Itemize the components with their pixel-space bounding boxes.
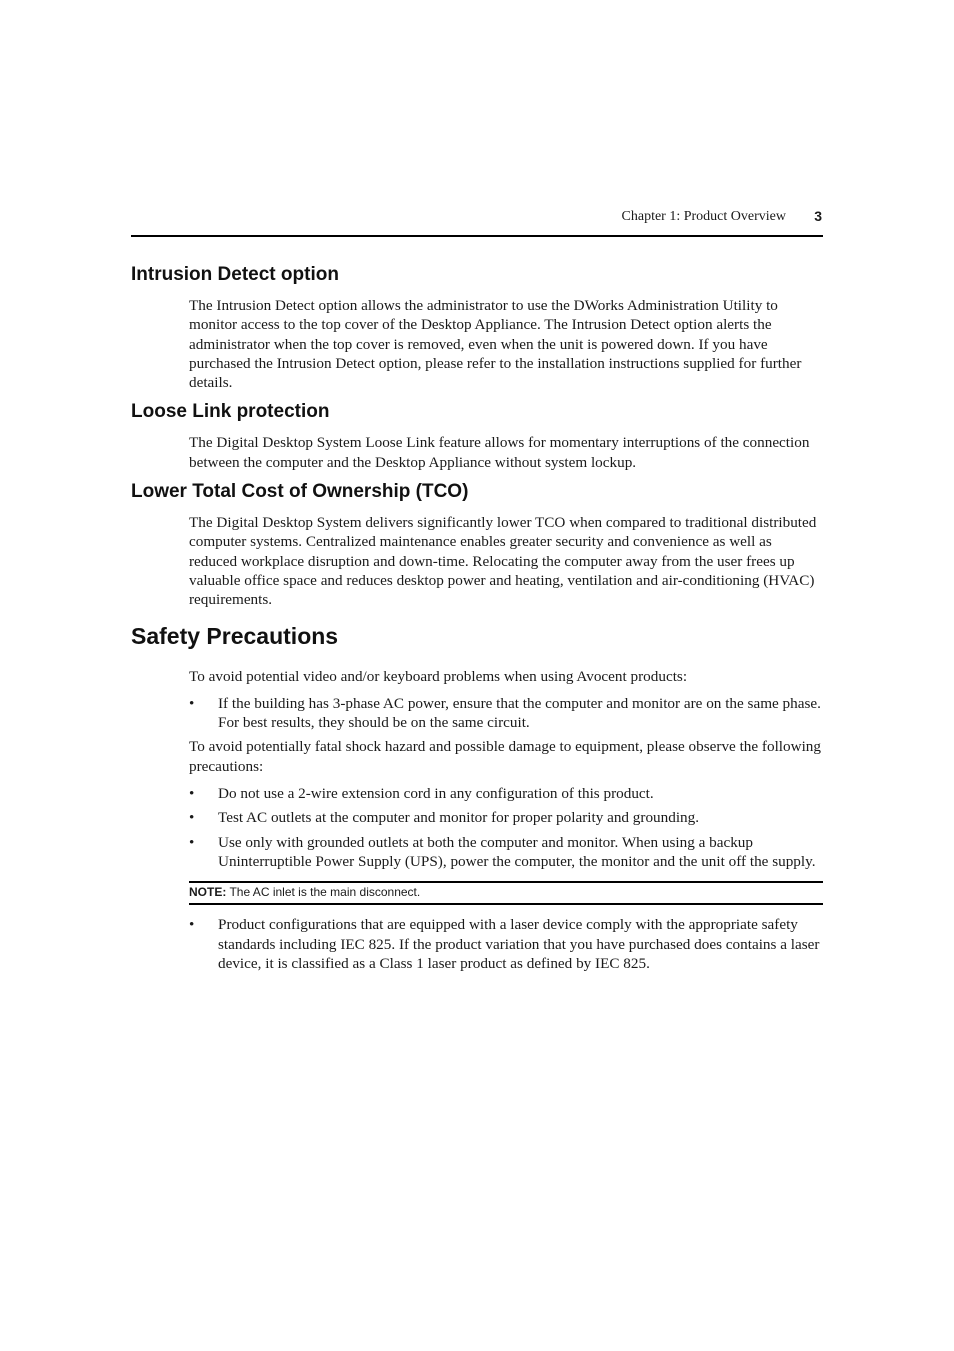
note-text: The AC inlet is the main disconnect. xyxy=(226,885,421,900)
running-header-chapter: Chapter 1: Product Overview xyxy=(621,209,786,224)
note-label: NOTE: xyxy=(189,885,227,900)
bullet-icon: • xyxy=(189,809,195,827)
note-box xyxy=(189,881,823,905)
page-header xyxy=(131,207,823,237)
page-number: 3 xyxy=(814,208,822,224)
list-item xyxy=(189,808,823,827)
bullet-icon: • xyxy=(189,694,195,712)
page-content xyxy=(131,263,823,978)
safety-intro-shock: To avoid potentially fatal shock hazard and possible damage to equipment, please observe the following precautions: xyxy=(189,738,821,775)
list-item-text: Product configurations that are equipped with a laser device comply with the appropriate safety standards including IEC 825. If the product variation that you have purchased does contains a laser device, it is classified as a Class 1 laser product as defined by IEC 825. xyxy=(218,916,820,972)
list-item-text: Test AC outlets at the computer and monitor for proper polarity and grounding. xyxy=(218,809,700,827)
bullet-icon: • xyxy=(189,916,195,934)
list-item xyxy=(189,833,823,872)
section-heading-intrusion-detect: Intrusion Detect option xyxy=(131,264,339,285)
list-item-text: If the building has 3-phase AC power, ensure that the computer and monitor are on the same phase. For best results, they should be on the same circuit. xyxy=(218,694,821,732)
bullet-icon: • xyxy=(189,785,195,803)
safety-intro-video: To avoid potential video and/or keyboard problems when using Avocent products: xyxy=(189,667,688,685)
section-heading-lower-tco: Lower Total Cost of Ownership (TCO) xyxy=(131,481,469,503)
safety-precautions-heading: Safety Precautions xyxy=(131,622,339,649)
list-item-text: Use only with grounded outlets at both the computer and monitor. When using a backup Uninterruptible Power Supply (UPS), power the computer, the monitor and the unit off the supply. xyxy=(218,833,816,870)
section-body-lower-tco: The Digital Desktop System delivers significantly lower TCO when compared to traditional distributed computer systems. Centralized maintenance enables greater security and convenience as well as reduced workplace disruption and down-time. Relocating the computer away from the user frees up valuable office space and reduces desktop power and heating, ventilation and air-conditioning (HVAC) requirements. xyxy=(189,514,817,609)
bullet-icon: • xyxy=(189,833,195,851)
section-body-loose-link: The Digital Desktop System Loose Link feature allows for momentary interruptions of the connection between the computer and the Desktop Appliance without system lockup. xyxy=(189,434,810,471)
safety-list-laser xyxy=(189,915,823,973)
section-body-intrusion-detect: The Intrusion Detect option allows the administrator to use the DWorks Administration Utility to monitor access to the top cover of the Desktop Appliance. The Intrusion Detect option alerts the administrator when the top cover is removed, even when the unit is powered down. If you have purchased the Intrusion Detect option, please refer to the installation instructions supplied for further details. xyxy=(189,297,802,392)
list-item xyxy=(189,694,823,733)
section-heading-loose-link: Loose Link protection xyxy=(131,401,330,423)
list-item xyxy=(189,784,823,803)
list-item xyxy=(189,915,823,973)
list-item-text: Do not use a 2-wire extension cord in any configuration of this product. xyxy=(218,785,654,803)
safety-list-power xyxy=(189,694,823,733)
safety-list-precautions xyxy=(189,784,823,871)
